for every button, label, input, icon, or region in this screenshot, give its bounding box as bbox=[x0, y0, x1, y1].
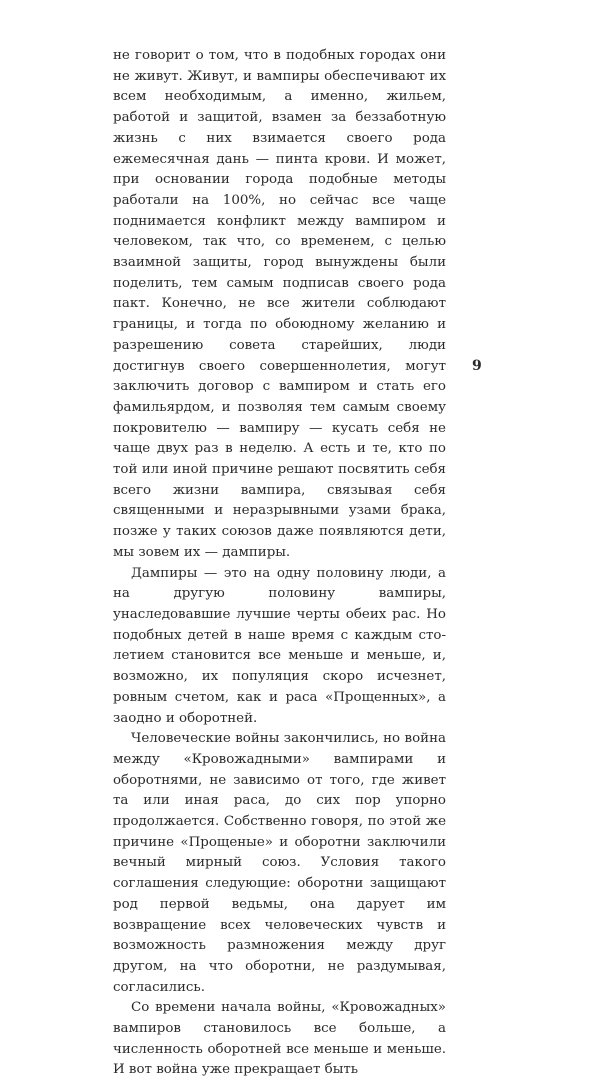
paragraph-2: Дампиры — это на одну половину люди, а на другую половину вампиры, унаследовавшие лучшие черты обеих рас. Но подобных детей в наше время с каждым столетием становится все меньше и меньше, и, возможно, их популяция скоро исчезнет, ровным счетом, как и раса «Прощенных», а заодно и оборотней. bbox=[113, 565, 446, 726]
body-text bbox=[113, 46, 446, 1081]
page-number: 9 bbox=[472, 358, 482, 374]
paragraph-4: Со времени начала войны, «Кровожадных» вампиров становилось все больше, а численность оборотней все меньше и меньше. И вот война уже прекращает быть bbox=[113, 1000, 446, 1078]
paragraph-3: Человеческие войны закончились, но война между «Кровожадными» вампирами и оборотнями, не зависимо от того, где живет та или иная раса, до сих пор упорно продолжается. Собственно говоря, по этой же причине «Прощеные» и оборотни заключили вечный мирный союз. Условия такого соглашения следующие: оборотни защищают род первой ведьмы, она дарует им возвращение всех человеческих чувств и возможность размножения между друг другом, на что оборотни, не раздумывая, согласились. bbox=[113, 731, 446, 995]
paragraph-1: не говорит о том, что в подобных городах они не живут. Живут, и вампиры обеспечивают их всем необходимым, а именно, жильем, работой и защитой, взамен за беззаботную жизнь с них взимается своего рода ежемесячная дань — пинта крови. И может, при основании города подобные методы работали на 100%, но сейчас все чаще поднимается конфликт между вампиром и человеком, так что, со временем, с целью взаимной защиты, город вынуждены были поделить, тем самым подписав своего рода пакт. Конечно, не все жители соблюдают границы, и тогда по обоюдному желанию и разрешению совета старейших, люди достигнув своего совершеннолетия, могут заключить договор с вампиром и стать его фамильярдом, и позволяя тем самым своему покровителю — вампиру — кусать себя не чаще двух раз в неделю. А есть и те, кто по той или иной причине решают посвятить себя всего жизни вампира, связывая себя священными и неразрывными узами брака, позже у таких союзов даже появляются дети, мы зовем их — дампиры. bbox=[113, 48, 446, 560]
